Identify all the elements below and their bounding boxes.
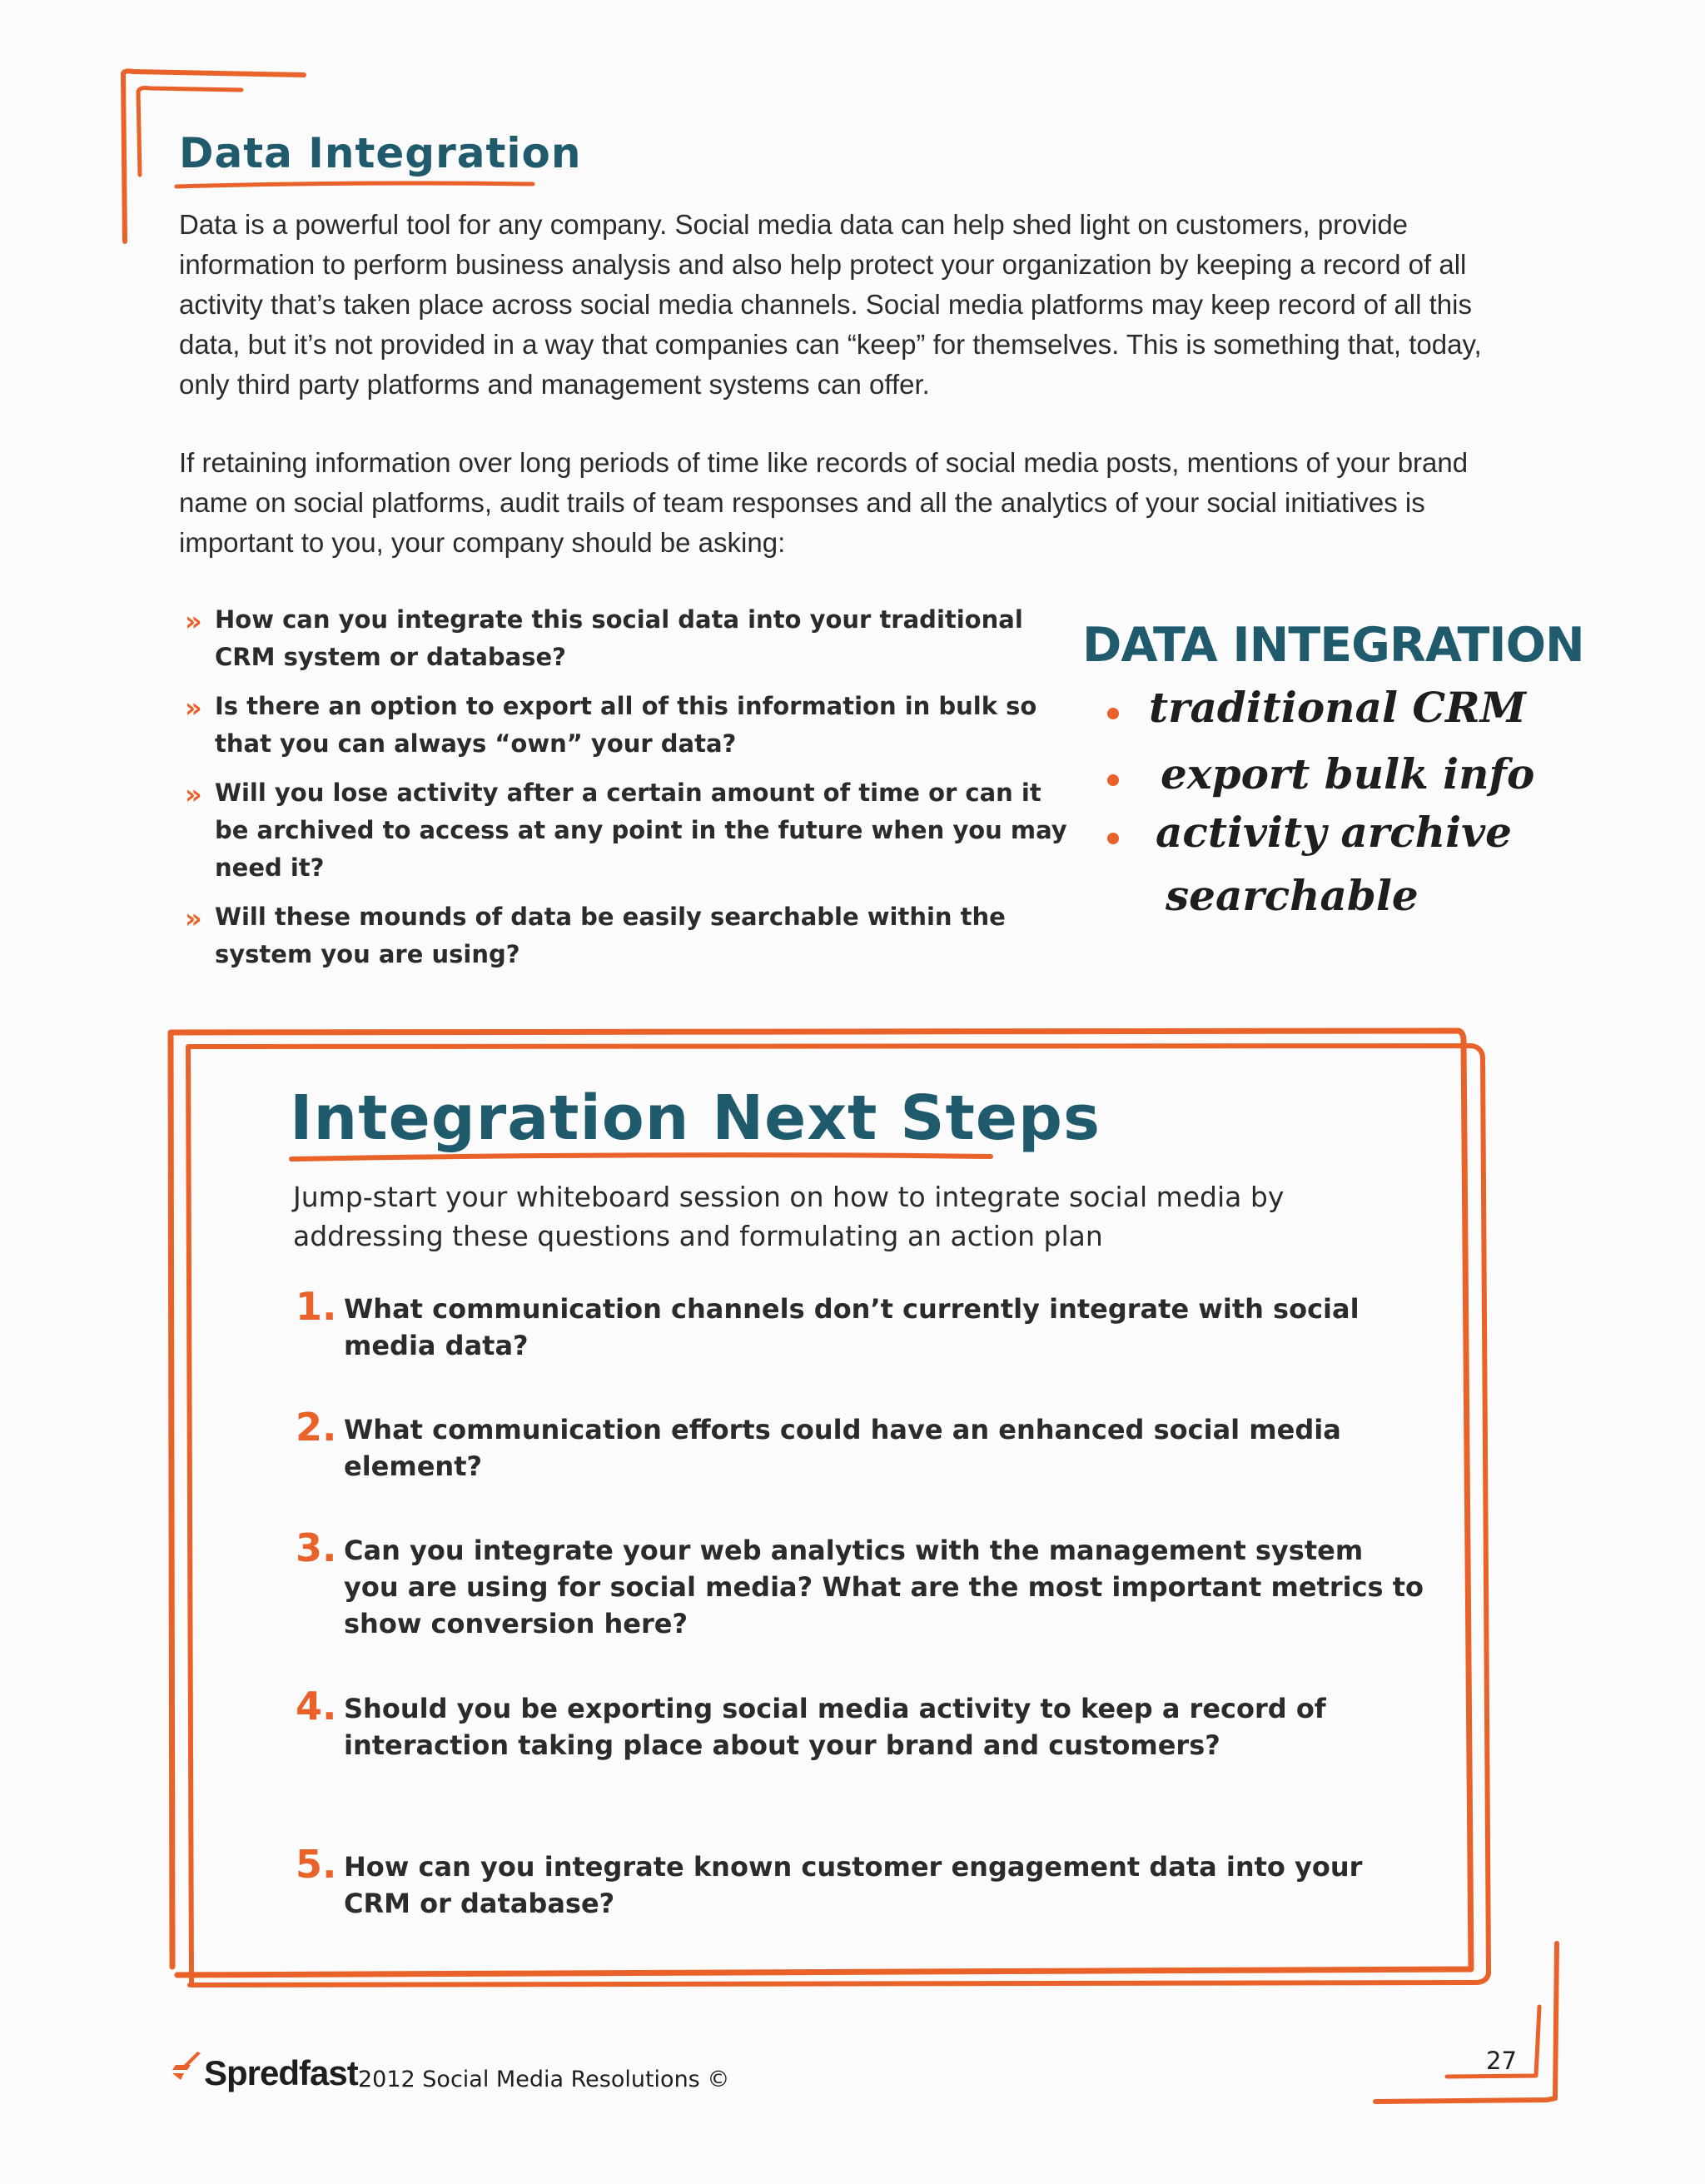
step-text: What communication efforts could have an enhanced social media element? xyxy=(344,1414,1341,1482)
chevron-right-icon: » xyxy=(185,692,202,724)
step-text: How can you integrate known customer engagement data into your CRM or database? xyxy=(344,1851,1363,1919)
step-number: 4. xyxy=(296,1684,337,1729)
footer-caption: 2012 Social Media Resolutions © xyxy=(358,2067,730,2092)
bullet-dot-icon xyxy=(1107,833,1119,844)
sketch-note-item xyxy=(1107,808,1534,874)
question-text: How can you integrate this social data into your traditional CRM system or database? xyxy=(215,605,1023,671)
spredfast-logo-icon xyxy=(169,2048,202,2082)
sketch-note-list xyxy=(1107,683,1534,938)
intro-paragraph: If retaining information over long periods of time like records of social media posts, mentions of your brand name on social platforms, audit trails of team responses and all the analytics of your social initiatives is important to you, your company should be asking: xyxy=(179,447,1469,558)
step-number: 2. xyxy=(296,1405,337,1450)
next-steps-intro: Jump-start your whiteboard session on how to integrate social media by addressing these questions and formulating an action plan xyxy=(293,1181,1285,1252)
question-text: Is there an option to export all of this information in bulk so that you can always “own” your data? xyxy=(215,692,1037,758)
question-text: Will you lose activity after a certain amount of time or can it be archived to access at any point in the future when you may need it? xyxy=(215,779,1067,882)
step-number: 5. xyxy=(296,1842,337,1887)
chevron-right-icon: » xyxy=(185,605,202,637)
sketch-note-item xyxy=(1107,683,1534,749)
bullet-dot-icon xyxy=(1107,708,1119,719)
sketch-note-text: traditional CRM xyxy=(1149,683,1527,732)
chevron-right-icon: » xyxy=(185,903,202,934)
step-number: 1. xyxy=(296,1284,337,1329)
sketch-note-item xyxy=(1107,871,1534,938)
bullet-dot-icon xyxy=(1107,774,1119,786)
section-heading: Data Integration xyxy=(179,129,582,177)
step-text: What communication channels don’t currently integrate with social media data? xyxy=(344,1293,1360,1361)
next-steps-title: Integration Next Steps xyxy=(290,1082,1101,1154)
question-item xyxy=(185,688,1067,763)
question-item xyxy=(185,898,1067,973)
step-number: 3. xyxy=(296,1525,337,1570)
question-item xyxy=(185,774,1067,887)
question-list xyxy=(185,601,1067,985)
question-item xyxy=(185,601,1067,676)
step-text: Can you integrate your web analytics with the management system you are using for social media? What are the most important metrics to show conversion here? xyxy=(344,1535,1424,1639)
question-text: Will these mounds of data be easily searchable within the system you are using? xyxy=(215,903,1006,968)
sketch-note-item xyxy=(1107,749,1534,816)
chevron-right-icon: » xyxy=(185,779,202,810)
sketch-note-text: searchable xyxy=(1166,871,1419,920)
brand-name: Spredfast xyxy=(204,2053,358,2092)
page-number: 27 xyxy=(1486,2047,1517,2075)
sketch-note-text: export bulk info xyxy=(1161,749,1535,798)
sketch-note-title: DATA INTEGRATION xyxy=(1082,618,1584,673)
sketch-note-text: activity archive xyxy=(1156,808,1512,857)
step-text: Should you be exporting social media activity to keep a record of interaction taking place about your brand and customers? xyxy=(344,1693,1326,1761)
intro-paragraph: Data is a powerful tool for any company. Social media data can help shed light on customers, provide information to perform business analysis and also help protect your organization by keeping a record of all activity that’s taken place across social media channels. Social media platforms may keep record of all this data, but it’s not provided in a way that companies can “keep” for themselves. This is something that, today, only third party platforms and management systems can offer. xyxy=(179,209,1482,400)
